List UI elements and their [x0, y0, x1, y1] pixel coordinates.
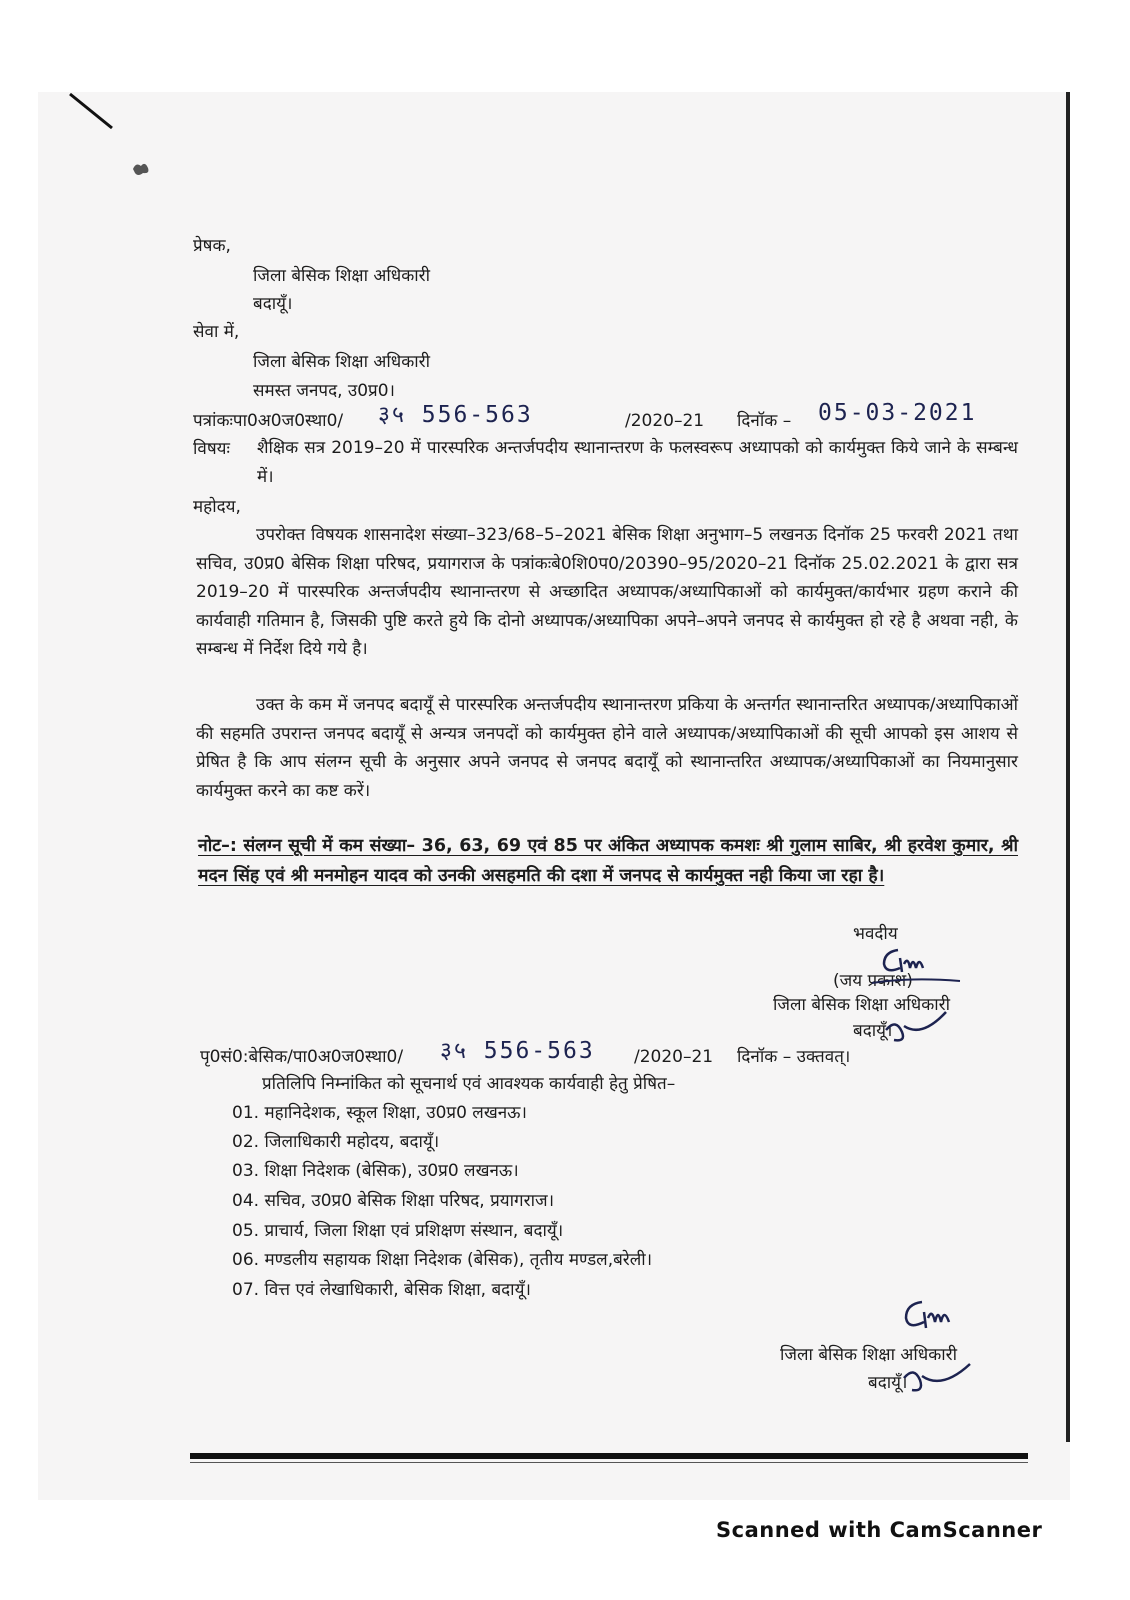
copy-recipient-item: 05. प्राचार्य, जिला शिक्षा एवं प्रशिक्षण संस्थान, बदायूँ। [232, 1221, 564, 1241]
ink-smudge-icon [130, 160, 152, 178]
pen-mark-icon [66, 92, 126, 132]
reference-handwritten-date: 05-03-2021 [818, 400, 977, 426]
copy-recipient-item: 04. सचिव, उ0प्र0 बेसिक शिक्षा परिषद, प्रयागराज। [232, 1191, 555, 1211]
footer-rule-thin [190, 1462, 1028, 1463]
endorsement-prefix: पृ0सं0:बेसिक/पा0अ0ज0स्था0/ [200, 1047, 404, 1067]
reference-prefix: पत्रांकःपा0अ0ज0स्था0/ [193, 411, 344, 431]
body-paragraph-1: उपरोक्त विषयक शासनादेश संख्या–323/68–5–2021 बेसिक शिक्षा अनुभाग–5 लखनऊ दिनॉक 25 फरवरी 2021 तथा सचिव, उ0प्र0 बेसिक शिक्षा परिषद, प्रयागराज के पत्रांकःबे0शि0प0/20390–95/2020–21 दिनॉक 25.02.2021 के द्वारा सत्र 2019–20 में पारस्परिक अन्तर्जपदीय स्थानान्तरण से अच्छादित अध्यापक/अध्यापिकाओं को कार्यमुक्त/कार्यभार ग्रहण कराने की कार्यवाही गतिमान है, जिसकी पुष्टि करते हुये कि दोनो अध्यापक/अध्यापिका अपने–अपने जनपद से कार्यमुक्त हो रहे है अथवा नही, के सम्बन्ध में निर्देश दिये गये है। [196, 525, 1018, 660]
copy-recipient-item: 07. वित्त एवं लेखाधिकारी, बेसिक शिक्षा, बदायूँ। [232, 1280, 531, 1300]
subject-text: शैक्षिक सत्र 2019–20 में पारस्परिक अन्तर्जपदीय स्थानान्तरण के फलस्वरूप अध्यापको को कार्यमुक्त किये जाने के सम्बन्ध में। [257, 438, 1018, 487]
endorsement-year: /2020–21 [634, 1047, 714, 1067]
body-paragraph-2: उक्त के कम में जनपद बदायूँ से पारस्परिक अन्तर्जपदीय स्थानान्तरण प्रकिया के अन्तर्गत स्थानान्तरित अध्यापक/अध्यापिकाओं की सहमति उपरान्त जनपद बदायूँ से अन्यत्र जनपदों को कार्यमुक्त होने वाले अध्यापक/अध्यापिकाओं की सूची आपको इस आशय से प्रेषित है कि आप संलग्न सूची के अनुसार अपने जनपद से जनपद बदायूँ को स्थानान्तरित अध्यापक/अध्यापिकाओं का नियमानुसार कार्यमुक्त करने का कष्ट करें। [196, 695, 1018, 801]
officer-place-2: बदायूँ। [868, 1373, 908, 1393]
officer-title-2: जिला बेसिक शिक्षा अधिकारी [780, 1345, 958, 1365]
copy-recipient-item: 06. मण्डलीय सहायक शिक्षा निदेशक (बेसिक), तृतीय मण्डल,बरेली। [232, 1250, 653, 1270]
endorsement-handwritten-number: ३५ 556-563 [440, 1038, 595, 1064]
copy-recipient-item: 02. जिलाधिकारी महोदय, बदायूँ। [232, 1132, 440, 1152]
recipient-place: समस्त जनपद, उ0प्र0। [253, 381, 395, 401]
footer-rule [190, 1453, 1028, 1459]
reference-date-label: दिनॉक – [737, 411, 792, 431]
signature-icon [898, 1296, 960, 1336]
reference-year: /2020–21 [625, 411, 705, 431]
subject-label: विषयः [193, 439, 230, 459]
closing-text: भवदीय [853, 924, 898, 944]
name-strike-stroke [870, 975, 962, 987]
initials-icon [900, 1360, 972, 1396]
initials-icon [882, 1008, 948, 1048]
sender-place: बदायूँ। [253, 294, 293, 314]
copy-intro: प्रतिलिपि निम्नांकित को सूचनार्थ एवं आवश्यक कार्यवाही हेतु प्रेषित– [262, 1074, 676, 1094]
sender-label: प्रेषक, [193, 236, 231, 256]
copy-recipient-item: 01. महानिदेशक, स्कूल शिक्षा, उ0प्र0 लखनऊ। [232, 1103, 527, 1123]
note-paragraph: नोट–: संलग्न सूची में कम संख्या– 36, 63, 69 एवं 85 पर अंकित अध्यापक कमशः श्री गुलाम साबिर, श्री हरवेश कुमार, श्री मदन सिंह एवं श्री मनमोहन यादव को उनकी असहमति की दशा में जनपद से कार्यमुक्त नही किया जा रहा है। [198, 836, 1018, 886]
reference-handwritten-number: ३५ 556-563 [378, 402, 533, 428]
recipient-title: जिला बेसिक शिक्षा अधिकारी [253, 352, 431, 372]
copy-recipient-item: 03. शिक्षा निदेशक (बेसिक), उ0प्र0 लखनऊ। [232, 1161, 519, 1181]
endorsement-date: दिनॉक – उक्तवत्। [737, 1047, 851, 1067]
officer-name: (जय प्रकाश) [833, 971, 913, 991]
officer-place: बदायूँ। [853, 1021, 893, 1041]
recipient-label: सेवा में, [193, 322, 240, 342]
page-edge-shadow [1066, 92, 1070, 1442]
scanner-watermark: Scanned with CamScanner [716, 1518, 1043, 1542]
sender-title: जिला बेसिक शिक्षा अधिकारी [253, 266, 431, 286]
salutation: महोदय, [193, 497, 241, 517]
officer-title: जिला बेसिक शिक्षा अधिकारी [773, 995, 951, 1015]
